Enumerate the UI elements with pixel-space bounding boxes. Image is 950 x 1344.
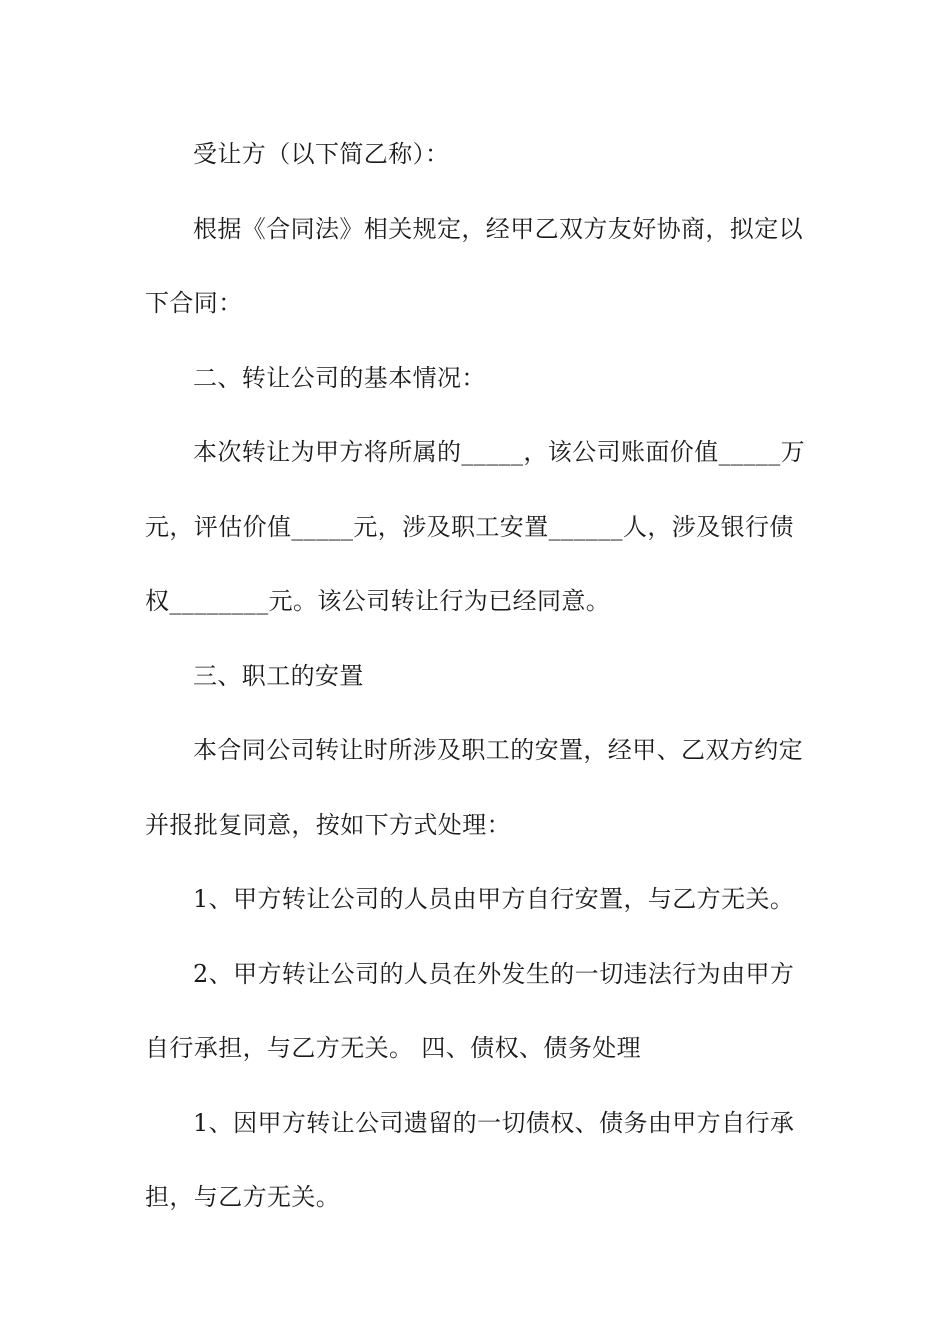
paragraph-company-info: 本次转让为甲方将所属的_____，该公司账面价值_____万元，评估价值_____元，涉及职工安置______人，涉及银行债权________元。该公司转让行为已经同意。 bbox=[145, 438, 805, 615]
paragraph-assignee: 受让方（以下简乙称）： bbox=[193, 140, 450, 168]
paragraph-staff-placement: 本合同公司转让时所涉及职工的安置，经甲、乙双方约定并报批复同意，按如下方式处理： bbox=[145, 736, 803, 839]
heading-section-3: 三、职工的安置 bbox=[193, 661, 364, 690]
clause-3-2: 2、甲方转让公司的人员在外发生的一切违法行为由甲方自行承担，与乙方无关。 四、债权、债务处理 bbox=[145, 959, 795, 1062]
clause-4-1: 1、因甲方转让公司遗留的一切债权、债务由甲方自行承担，与乙方无关。 bbox=[145, 1108, 795, 1211]
clause-3-1: 1、甲方转让公司的人员由甲方自行安置，与乙方无关。 bbox=[193, 885, 795, 913]
document-body bbox=[145, 117, 815, 1235]
heading-section-2: 二、转让公司的基本情况： bbox=[193, 363, 486, 392]
paragraph-preamble: 根据《合同法》相关规定，经甲乙双方友好协商，拟定以下合同： bbox=[145, 214, 803, 317]
